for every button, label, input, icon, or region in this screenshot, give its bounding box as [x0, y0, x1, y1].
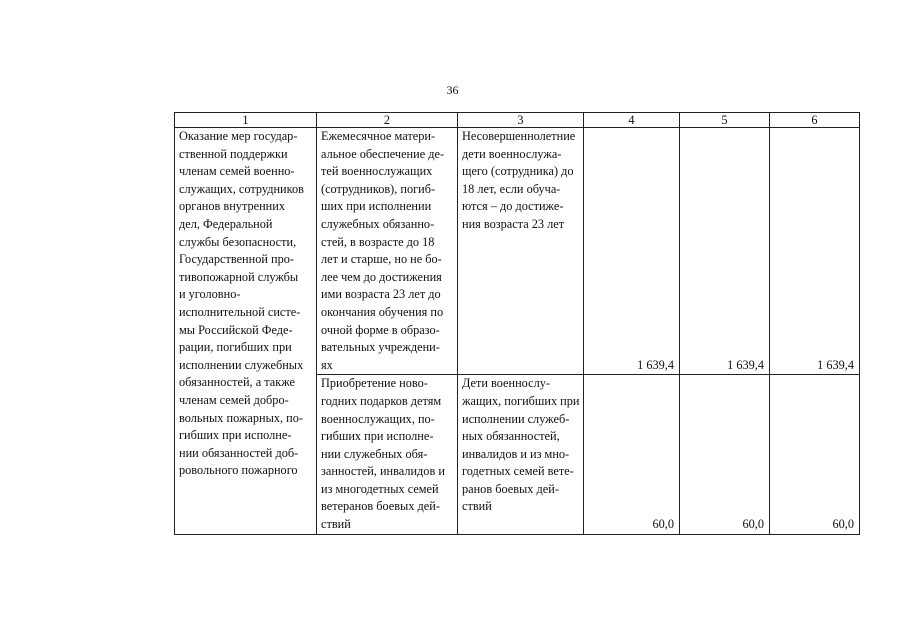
recipient-line: ствий	[462, 499, 492, 514]
recipient-line: дети военнослужа-	[462, 146, 562, 161]
support-measure-line: обязанностей, а также	[179, 375, 295, 390]
expense-description-cell	[317, 375, 458, 534]
support-measure-line: вольных пожарных, по-	[179, 410, 304, 425]
amount-col-4: 1 639,4	[584, 128, 680, 375]
support-measure-line: ственной поддержки	[179, 146, 288, 161]
support-measure-cell	[175, 128, 317, 535]
support-measure-line: членам семей добро-	[179, 392, 289, 407]
recipient-line: инвалидов и из мно-	[462, 446, 570, 461]
amount-col-5: 1 639,4	[680, 128, 770, 375]
expense-line: Ежемесячное матери-	[321, 129, 436, 143]
recipient-category-cell	[458, 375, 584, 534]
expense-line: нии служебных обя-	[321, 446, 428, 461]
support-measure-line: тивопожарной службы	[179, 269, 299, 284]
header-col-1: 1	[175, 113, 317, 128]
support-measure-line: Оказание мер государ-	[179, 129, 298, 143]
recipient-line: исполнении служеб-	[462, 411, 570, 426]
header-col-2: 2	[317, 113, 458, 128]
support-measure-line: нии обязанностей доб-	[179, 445, 299, 460]
expense-line: из многодетных семей	[321, 481, 439, 496]
budget-table	[174, 112, 860, 535]
expense-line: гибших при исполне-	[321, 429, 434, 444]
support-measure-line: Государственной про-	[179, 252, 294, 267]
recipient-line: ранов боевых дей-	[462, 481, 559, 496]
expense-line: ших при исполнении	[321, 199, 432, 214]
expense-line: окончания обучения по	[321, 304, 444, 319]
amount-col-5: 60,0	[680, 375, 770, 534]
support-measure-line: гибших при исполне-	[179, 428, 292, 443]
header-col-4: 4	[584, 113, 680, 128]
support-measure-line: органов внутренних	[179, 199, 285, 214]
expense-line: занностей, инвалидов и	[321, 464, 445, 479]
expense-description-cell	[317, 128, 458, 375]
support-measure-line: мы Российской Феде-	[179, 322, 293, 337]
expense-line: ствий	[321, 517, 351, 532]
expense-line: стей, в возрасте до 18	[321, 234, 435, 249]
support-measure-line: членам семей военно-	[179, 164, 295, 179]
amount-col-6: 1 639,4	[770, 128, 860, 375]
expense-line: лее чем до достижения	[321, 269, 442, 284]
amount-col-6: 60,0	[770, 375, 860, 534]
header-col-3: 3	[458, 113, 584, 128]
recipient-line: годетных семей вете-	[462, 464, 574, 479]
expense-line: ях	[321, 357, 333, 372]
support-measure-line: дел, Федеральной	[179, 216, 273, 231]
expense-line: годних подарков детям	[321, 393, 442, 408]
page-number: 36	[446, 83, 459, 97]
expense-line: Приобретение ново-	[321, 376, 428, 391]
support-measure-line: и уголовно-	[179, 287, 241, 302]
support-measure-line: рации, погибших при	[179, 340, 292, 355]
expense-line: ветеранов боевых дей-	[321, 499, 440, 514]
recipient-line: ния возраста 23 лет	[462, 216, 565, 231]
amount-col-4: 60,0	[584, 375, 680, 534]
expense-line: альное обеспечение де-	[321, 146, 445, 161]
header-col-6: 6	[770, 113, 860, 128]
table-row	[175, 128, 860, 375]
expense-line: (сотрудников), погиб-	[321, 181, 436, 196]
recipient-line: щего (сотрудника) до	[462, 164, 574, 179]
support-measure-line: исполнительной систе-	[179, 304, 301, 319]
recipient-line: жащих, погибших при	[462, 393, 580, 408]
header-col-5: 5	[680, 113, 770, 128]
recipient-category-cell	[458, 128, 584, 375]
support-measure-line: службы безопасности,	[179, 234, 297, 249]
recipient-line: 18 лет, если обуча-	[462, 181, 561, 196]
table-header-row	[175, 113, 860, 128]
recipient-line: ных обязанностей,	[462, 429, 560, 444]
recipient-line: Дети военнослу-	[462, 376, 550, 391]
expense-line: военнослужащих, по-	[321, 411, 435, 426]
expense-line: очной форме в образо-	[321, 322, 440, 337]
support-measure-line: служащих, сотрудников	[179, 181, 304, 196]
expense-line: ими возраста 23 лет до	[321, 287, 441, 302]
expense-line: вательных учреждени-	[321, 340, 440, 355]
support-measure-line: ровольного пожарного	[179, 463, 298, 478]
support-measure-line: исполнении служебных	[179, 357, 304, 372]
expense-line: лет и старше, но не бо-	[321, 252, 442, 267]
recipient-line: Несовершеннолетние	[462, 129, 576, 143]
expense-line: служебных обязанно-	[321, 216, 435, 231]
recipient-line: ются – до достиже-	[462, 199, 564, 214]
expense-line: тей военнослужащих	[321, 164, 433, 179]
